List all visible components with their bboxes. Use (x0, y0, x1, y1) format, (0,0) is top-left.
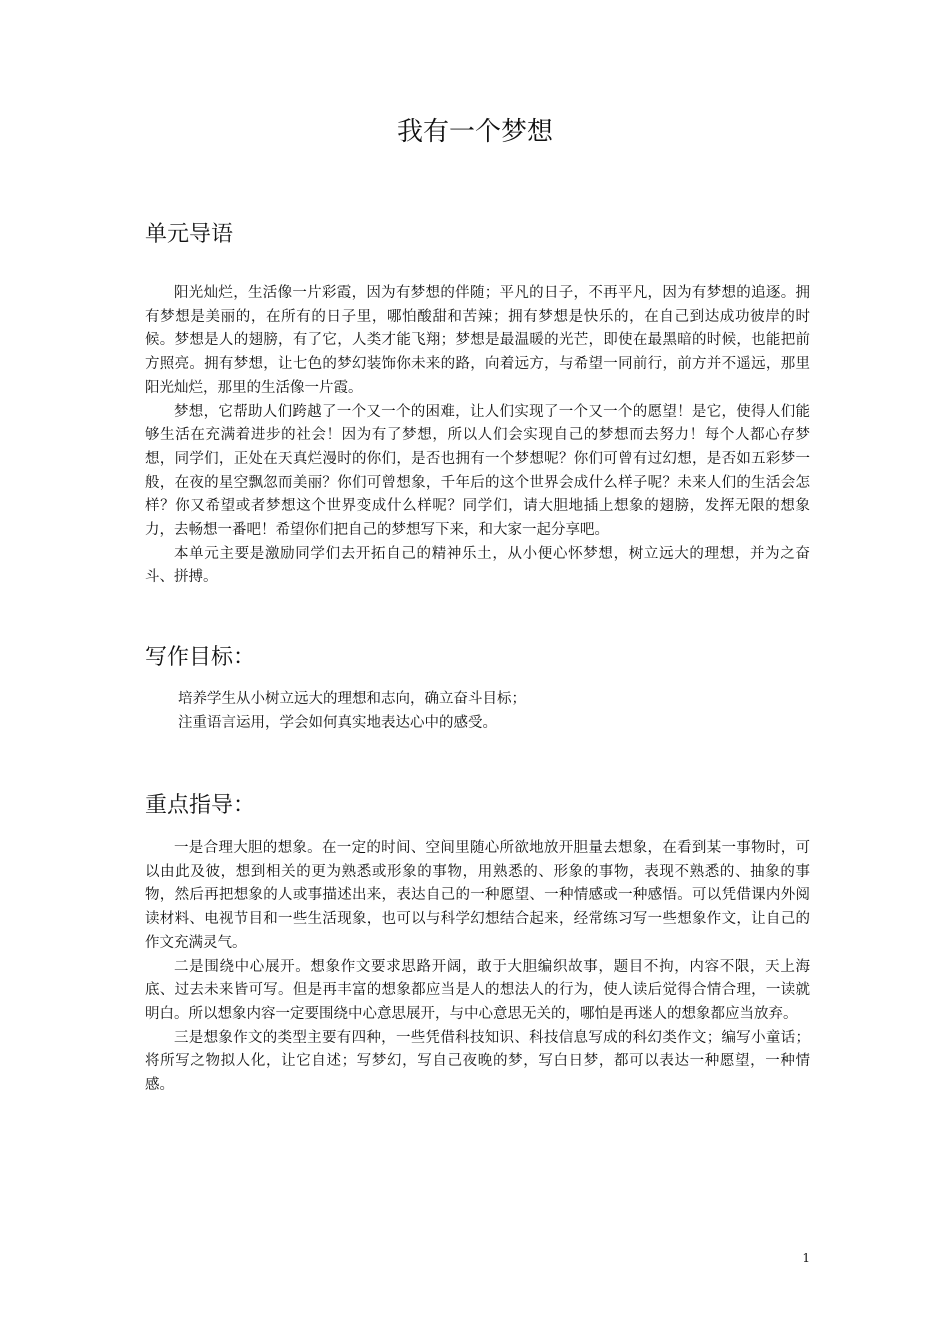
section-writing-goals (145, 641, 810, 735)
section-heading-unit-intro: 单元导语 (145, 222, 234, 247)
intro-paragraph-2: 梦想，它帮助人们跨越了一个又一个的困难，让人们实现了一个又一个的愿望！是它，使得人们能够生活在充满着进步的社会！因为有了梦想，所以人们会实现自己的梦想而去努力！每个人都心存梦想，同学们，正处在天真烂漫时的你们，是否也拥有一个梦想呢？你们可曾有过幻想，是否如五彩梦一般，在夜的星空飘忽而美丽？你们可曾想象，千年后的这个世界会成什么样子呢？未来人们的生活会怎样？你又希望或者梦想这个世界变成什么样呢？同学们，请大胆地插上想象的翅膀，发挥无限的想象力，去畅想一番吧！希望你们把自己的梦想写下来，和大家一起分享吧。 (145, 403, 810, 539)
section-unit-intro (145, 218, 810, 590)
guidance-paragraph-2: 二是围绕中心展开。想象作文要求思路开阔，敢于大胆编织故事，题目不拘，内容不限，天上海底、过去未来皆可写。但是再丰富的想象都应当是人的想法人的行为，使人读后觉得合情合理，一读就明白。所以想象内容一定要围绕中心意思展开，与中心意思无关的，哪怕是再迷人的想象都应当放弃。 (145, 958, 810, 1022)
goal-item-1: 培养学生从小树立远大的理想和志向，确立奋斗目标； (178, 691, 526, 707)
goal-item-2: 注重语言运用，学会如何真实地表达心中的感受。 (178, 714, 497, 731)
section-key-guidance (145, 789, 810, 1098)
guidance-paragraph-1: 一是合理大胆的想象。在一定的时间、空间里随心所欲地放开胆量去想象，在看到某一事物时，可以由此及彼，想到相关的更为熟悉或形象的事物，用熟悉的、形象的事物，表现不熟悉的、抽象的事物，然后再把想象的人或事描述出来，表达自己的一种愿望、一种情感或一种感悟。可以凭借课内外阅读材料、电视节目和一些生活现象，也可以与科学幻想结合起来，经常练习写一些想象作文，让自己的作文充满灵气。 (145, 840, 810, 951)
guidance-paragraph-3: 三是想象作文的类型主要有四种，一些凭借科技知识、科技信息写成的科幻类作文；编写小童话；将所写之物拟人化，让它自述；写梦幻，写自己夜晚的梦，写白日梦，都可以表达一种愿望，一种情感。 (145, 1029, 810, 1094)
intro-paragraph-3: 本单元主要是激励同学们去开拓自己的精神乐土，从小便心怀梦想，树立远大的理想，并为之奋斗、拼搏。 (145, 545, 810, 586)
intro-paragraph-1: 阳光灿烂，生活像一片彩霞，因为有梦想的伴随；平凡的日子，不再平凡，因为有梦想的追逐。拥有梦想是美丽的，在所有的日子里，哪怕酸甜和苦辣；拥有梦想是快乐的，在自己到达成功彼岸的时候。梦想是人的翅膀，有了它，人类才能飞翔；梦想是最温暖的光芒，即使在最黑暗的时候，也能把前方照亮。拥有梦想，让七色的梦幻装饰你未来的路，向着远方，与希望一同前行，前方并不遥远，那里阳光灿烂，那里的生活像一片霞。 (145, 285, 810, 396)
page-number: 1 (802, 1251, 810, 1265)
document-title: 我有一个梦想 (396, 117, 553, 147)
section-heading-writing-goals: 写作目标： (145, 645, 256, 670)
section-heading-key-guidance: 重点指导： (145, 793, 256, 818)
